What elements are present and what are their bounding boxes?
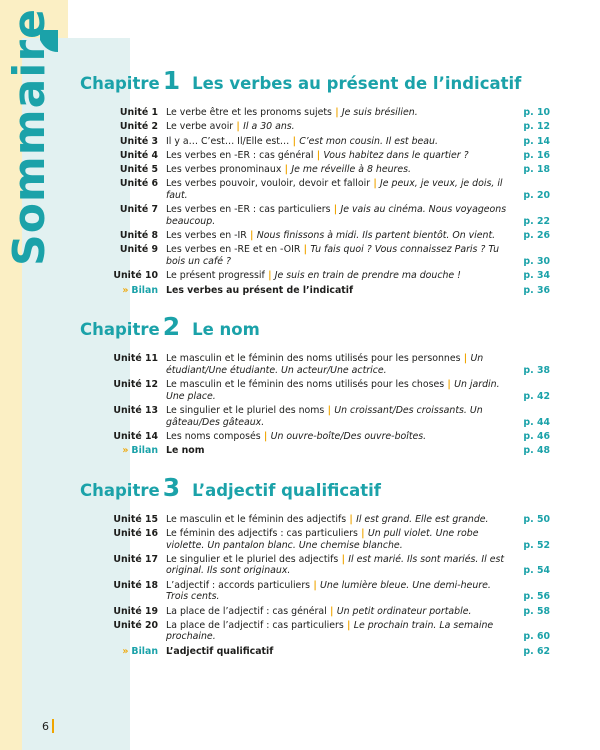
unit-number: Unité 4 [119,149,158,161]
unit-title: Le masculin et le féminin des noms utilisés pour les choses [166,379,445,391]
unit-number: Unité 6 [119,178,158,190]
bilan-description [166,646,516,658]
bilan-arrow-icon: » [122,645,129,657]
unit-example: Je peux, je veux, je dois, il faut. [166,178,503,201]
page-reference: p. 18 [523,164,550,176]
separator-bar: | [313,149,324,161]
page-reference: p. 12 [523,121,550,133]
page-reference: p. 20 [523,190,550,201]
separator-bar: | [233,121,244,133]
separator-bar: | [289,135,300,147]
unit-example: Vous habitez dans le quartier ? [323,149,469,161]
unit-row[interactable] [80,107,550,119]
unit-number: Unité 8 [119,230,158,242]
separator-bar: | [281,164,292,176]
unit-title: Le féminin des adjectifs : cas particuliers [166,527,358,539]
separator-bar: | [324,404,335,416]
page-reference: p. 34 [523,270,550,282]
chapter-heading [80,68,550,93]
unit-example: Je me réveille à 8 heures. [291,164,412,176]
unit-description [166,270,516,282]
unit-number: Unité 11 [113,353,158,365]
chapter-number: 3 [162,472,181,502]
unit-title: Les verbes en -ER : cas général [166,149,314,161]
separator-bar: | [338,553,349,565]
separator-bar: | [246,230,257,242]
unit-description [166,107,516,119]
unit-description [166,121,516,133]
unit-description [166,204,516,227]
page-reference: p. 48 [523,445,550,457]
separator-bar: | [357,527,368,539]
bilan-label-cell [80,285,166,297]
unit-title: Le présent progressif [166,270,265,282]
unit-description [166,606,516,618]
unit-title: Le verbe être et les pronoms sujets [166,107,332,118]
unit-number: Unité 2 [119,121,158,133]
separator-bar: | [370,178,381,190]
unit-number: Unité 19 [113,605,158,617]
unit-row[interactable] [80,270,550,282]
chapter-number: 1 [162,66,181,95]
unit-example: Je suis brésilien. [341,107,418,118]
unit-number: Unité 14 [113,430,158,442]
unit-row[interactable] [80,204,550,227]
bilan-arrow-icon: » [122,284,129,296]
sommaire-title: Sommaire [4,8,55,266]
page-reference: p. 36 [523,284,550,296]
unit-row[interactable] [80,230,550,242]
unit-number: Unité 1 [119,107,158,118]
unit-title: Les noms composés [166,430,261,442]
page-reference: p. 52 [523,539,550,551]
page-reference: p. 46 [523,430,550,442]
separator-bar: | [343,619,354,631]
bilan-arrow-icon: » [122,445,129,457]
unit-example: Je vais au cinéma. Nous voyageons beaucoup. [166,204,507,227]
unit-row[interactable] [80,121,550,133]
unit-example: Il a 30 ans. [243,121,295,133]
unit-example: Un ouvre-boîte/Des ouvre-boîtes. [270,430,427,442]
page-reference: p. 38 [523,364,550,376]
unit-row[interactable] [80,554,550,577]
unit-row[interactable] [80,514,550,526]
separator-bar: | [331,107,342,118]
unit-row[interactable] [80,353,550,376]
unit-number: Unité 9 [119,244,158,256]
bilan-title: Les verbes au présent de l’indicatif [166,284,354,296]
bilan-title: L’adjectif qualificatif [166,645,274,657]
unit-number: Unité 7 [119,204,158,216]
unit-example: Un jardin. Une place. [166,379,500,402]
unit-description [166,230,516,242]
unit-description [166,136,516,148]
chapter-heading [80,312,550,342]
page-reference: p. 60 [523,631,550,643]
bilan-label: Bilan [131,284,158,296]
unit-title: Les verbes pouvoir, vouloir, devoir et falloir [166,178,371,190]
bilan-description [166,445,516,457]
unit-row[interactable] [80,606,550,618]
separator-bar: | [444,379,455,391]
unit-number: Unité 18 [113,579,158,591]
unit-row[interactable] [80,620,550,643]
unit-description [166,379,516,402]
page-reference: p. 26 [523,230,550,242]
separator-bar: | [460,353,471,365]
bilan-row[interactable] [80,445,550,457]
page-reference: p. 54 [523,565,550,577]
unit-description [166,580,516,603]
chapter-title: Les verbes au présent de l’indicatif [192,74,522,93]
unit-example: C’est mon cousin. Il est beau. [299,135,438,147]
chapter-label: Chapitre [80,320,160,340]
bilan-label: Bilan [131,645,158,657]
bilan-label-cell [80,445,166,457]
unit-title: Les verbes pronominaux [166,164,282,176]
unit-description [166,620,516,643]
unit-number: Unité 13 [113,404,158,416]
unit-example: Tu fais quoi ? Vous connaissez Paris ? Tu bois un café ? [166,244,500,268]
unit-number: Unité 3 [119,135,158,147]
unit-description [166,178,516,201]
page-reference: p. 22 [523,215,550,227]
unit-number: Unité 17 [113,553,158,565]
chapter-section [80,314,550,457]
unit-description [166,353,516,376]
unit-example: Je suis en train de prendre ma douche ! [274,270,461,282]
unit-number: Unité 15 [113,513,158,525]
bilan-description [166,285,516,297]
separator-bar: | [310,579,321,591]
separator-bar: | [346,513,357,525]
unit-title: La place de l’adjectif : cas particuliers [166,619,344,631]
page-reference: p. 10 [523,107,550,118]
unit-example: Il est marié. Ils sont mariés. Il est original. Ils sont originaux. [166,553,505,577]
unit-number: Unité 12 [113,379,158,391]
page-number-divider [52,719,54,733]
unit-title: Le masculin et le féminin des adjectifs [166,513,347,525]
unit-title: Il y a… C’est… Il/Elle est… [166,135,290,147]
page-reference: p. 42 [523,390,550,402]
bilan-row[interactable] [80,646,550,658]
unit-row[interactable] [80,528,550,551]
unit-description [166,405,516,428]
unit-example: Nous finissons à midi. Ils partent bientôt. On vient. [256,230,496,242]
page-reference: p. 14 [523,135,550,147]
page-reference: p. 56 [523,591,550,603]
chapter-title: L’adjectif qualificatif [192,480,381,500]
unit-title: Les verbes en -RE et en -OIR [166,244,301,256]
unit-description [166,244,516,267]
unit-title: Le singulier et le pluriel des adjectifs [166,553,339,565]
chapter-section [80,68,550,296]
separator-bar: | [264,270,275,282]
unit-row[interactable] [80,164,550,176]
unit-row[interactable] [80,431,550,443]
unit-example: Un étudiant/Une étudiante. Un acteur/Une actrice. [166,353,484,376]
unit-title: Le singulier et le pluriel des noms [166,404,325,416]
unit-example: Un croissant/Des croissants. Un gâteau/Des gâteaux. [166,404,483,428]
chapter-section [80,472,550,658]
unit-title: L’adjectif : accords particuliers [166,579,311,591]
unit-title: La place de l’adjectif : cas général [166,605,327,617]
chapter-label: Chapitre [80,74,160,93]
unit-row[interactable] [80,244,550,267]
unit-example: Un petit ordinateur portable. [336,605,472,617]
chapter-heading [80,472,550,502]
unit-number: Unité 20 [113,619,158,631]
unit-number: Unité 16 [113,527,158,539]
unit-number: Unité 5 [119,164,158,176]
unit-description [166,431,516,443]
page-reference: p. 30 [523,256,550,268]
bilan-row[interactable] [80,285,550,297]
unit-row[interactable] [80,150,550,162]
separator-bar: | [326,605,337,617]
unit-title: Les verbes en -IR [166,230,247,242]
unit-row[interactable] [80,136,550,148]
unit-description [166,554,516,577]
separator-bar: | [330,204,341,216]
separator-bar: | [300,244,311,256]
chapter-label: Chapitre [80,480,160,500]
page-reference: p. 58 [523,605,550,617]
unit-description [166,150,516,162]
unit-row[interactable] [80,178,550,201]
unit-example: Un pull violet. Une robe violette. Un pantalon blanc. Une chemise blanche. [166,527,479,551]
unit-description [166,164,516,176]
page-reference: p. 62 [523,645,550,657]
unit-title: Les verbes en -ER : cas particuliers [166,204,331,216]
chapter-title: Le nom [192,320,260,340]
unit-number: Unité 10 [113,270,158,282]
page-reference: p. 44 [523,416,550,428]
page-reference: p. 16 [523,149,550,161]
bilan-label: Bilan [131,445,158,457]
unit-row[interactable] [80,405,550,428]
unit-description [166,528,516,551]
table-of-contents [80,68,550,675]
unit-title: Le verbe avoir [166,121,234,133]
unit-example: Il est grand. Elle est grande. [356,513,489,525]
unit-example: Une lumière bleue. Une demi-heure. Trois cents. [166,579,491,603]
bilan-title: Le nom [166,445,205,457]
page-reference: p. 50 [523,513,550,525]
bilan-label-cell [80,646,166,658]
separator-bar: | [260,430,271,442]
unit-description [166,514,516,526]
chapter-number: 2 [162,312,181,342]
page-number: 6 [42,720,49,733]
unit-row[interactable] [80,379,550,402]
unit-example: Le prochain train. La semaine prochaine. [166,619,494,643]
unit-title: Le masculin et le féminin des noms utilisés pour les personnes [166,353,461,365]
unit-row[interactable] [80,580,550,603]
